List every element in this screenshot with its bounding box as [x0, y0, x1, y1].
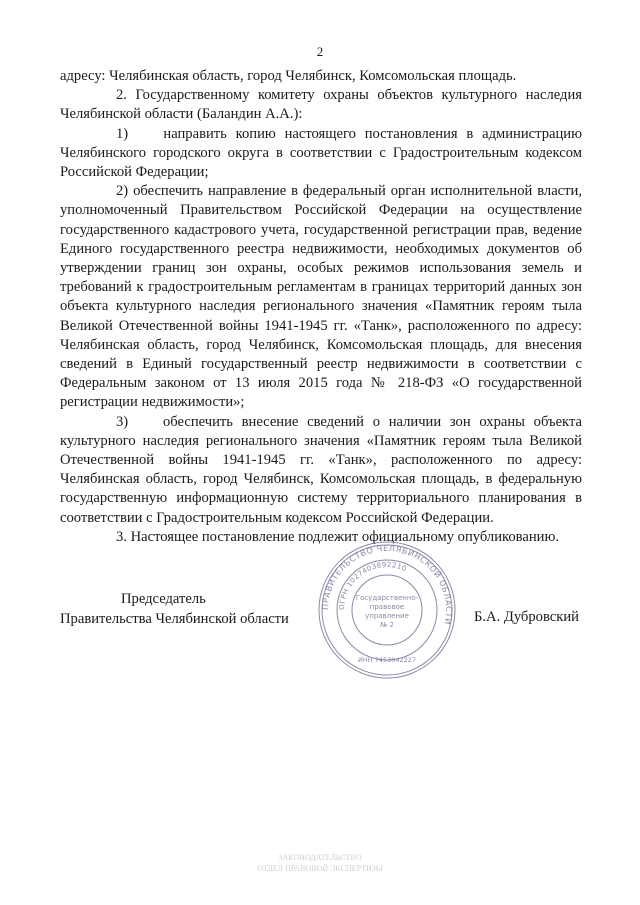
signatory-title-line-1: Председатель	[121, 591, 206, 607]
paragraph: 1) направить копию настоящего постановления в администрацию Челябинского городского округа в соответствии с Градостроительным кодексом Российской Федерации;	[60, 125, 582, 181]
footer-stamp-line-1: ЗАКОНОДАТЕЛЬСТВО	[278, 853, 362, 862]
seal-inner-line-3: управление	[365, 612, 409, 620]
signatory-title-line-2: Правительства Челябинской области	[60, 611, 289, 627]
seal-inner-line-2: правовое	[369, 603, 405, 611]
paragraph: 2. Государственному комитету охраны объектов культурного наследия Челябинской области (Баландин А.А.):	[60, 87, 582, 123]
seal-inner-line-1: Государственно-	[355, 594, 419, 602]
footer-stamp-line-2: ОТДЕЛ ПРАВОВОЙ ЭКСПЕРТИЗЫ	[257, 864, 383, 873]
page-number: 2	[316, 44, 324, 59]
seal-inner-line-4: № 2	[380, 621, 394, 629]
seal-inn-text: ИНН 7453042227	[357, 656, 417, 664]
paragraph: 2) обеспечить направление в федеральный орган исполнительной власти, уполномоченный Правительством Российской Федерации на осуществление государственного кадастрового учета, государственной регистрации прав, ведение Единого государственного реестра недвижимости, необходимых документов об утверждении границ зон охраны, особых режимов использования земель и требований к градостроительным регламентам в границах территорий данных зон объекта культурного наследия регионального значения «Памятник героям тыла Великой Отечественной войны 1941-1945 гг. «Танк», расположенного по адресу: Челябинская область, город Челябинск, Комсомольская площадь, для внесения сведений в Единый государственный реестр недвижимости в соответствии с Федеральным законом от 13 июля 2015 года № 218-ФЗ «О государственной регистрации недвижимости»;	[60, 183, 582, 411]
footer-watermark-stamp	[220, 852, 420, 874]
paragraph: 3. Настоящее постановление подлежит официальному опубликованию.	[116, 528, 560, 545]
signatory-title	[60, 589, 320, 629]
signatory-name: Б.А. Дубровский	[474, 609, 579, 625]
document-body	[60, 67, 582, 547]
official-seal	[317, 540, 457, 680]
seal-ogrn-text: ОГРН 1027403892210	[337, 560, 408, 611]
paragraph: адресу: Челябинская область, город Челябинск, Комсомольская площадь.	[60, 68, 517, 84]
paragraph: 3) обеспечить внесение сведений о наличии зон охраны объекта культурного наследия регионального значения «Памятник героям тыла Великой Отечественной войны 1941-1945 гг. «Танк», расположенного по адресу: Челябинская область, город Челябинск, Комсомольская площадь, в федеральную государственную информационную систему территориального планирования в соответствии с Градостроительным кодексом Российской Федерации.	[60, 413, 582, 526]
seal-outer-text: ПРАВИТЕЛЬСТВО ЧЕЛЯБИНСКОЙ ОБЛАСТИ	[320, 543, 454, 626]
